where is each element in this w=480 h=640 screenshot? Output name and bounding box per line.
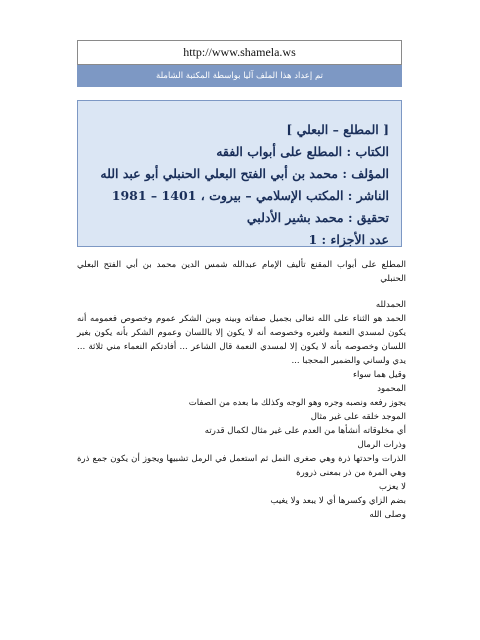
body-line: المحمود: [377, 384, 406, 394]
site-url: http://www.shamela.ws: [183, 45, 296, 59]
banner-text: تم إعداد هذا الملف آليا بواسطة المكتبة الشاملة: [156, 71, 323, 81]
book-parts: عدد الأجزاء : 1: [308, 232, 389, 247]
body-line: وصلى الله: [369, 510, 406, 520]
body-line: وذرات الرمال: [357, 440, 406, 450]
book-body: [77, 258, 406, 522]
body-line: أي مخلوقاته أنشأها من العدم على غير مثال لكمال قدرته: [204, 426, 406, 436]
body-line: يجوز رفعه ونصبه وجره وهو الوجه وكذلك ما بعده من الصفات: [188, 398, 406, 408]
body-line: الموجد خلقه على غير مثال: [310, 412, 406, 422]
body-line: بضم الزاي وكسرها أي لا يبعد ولا يغيب: [270, 496, 406, 506]
body-line: الذرات واحدتها ذرة وهي صغرى النمل ثم استعمل في الرمل تشبيها ويجوز أن يكون جمع ذرة وهي المرة من ذر بمعنى ذرورة: [77, 454, 406, 478]
book-editor: تحقيق : محمد بشير الأدلبي: [246, 210, 389, 225]
body-line: لا يعزب: [378, 482, 406, 492]
body-line: الحمدلله: [375, 300, 406, 310]
body-line: وقيل هما سواء: [352, 370, 406, 380]
book-short-title: [ المطلع – البعلي ]: [286, 122, 389, 137]
book-title: الكتاب : المطلع على أبواب الفقه: [216, 144, 389, 159]
url-box: [77, 40, 402, 65]
book-info-box: [77, 100, 402, 247]
intro-paragraph: المطلع على أبواب المقنع تأليف الإمام عبدالله شمس الدين محمد بن أبي الفتح البعلي الحنبلي: [77, 260, 406, 284]
generated-banner: [77, 65, 402, 87]
book-publisher: الناشر : المكتب الإسلامي – بيروت ، 1401 – 1981: [111, 188, 389, 203]
body-line: الحمد هو الثناء على الله تعالى بجميل صفاته وبينه وبين الشكر عموم وخصوص فعمومه أنه يكون لمسدي النعمة ولغيره وخصوصه أنه لا يكون إلا باللسان وعموم الشكر بأنه يكون بغير اللسان وخصوصه بأنه لا يكون إلا لمسدي النعمة قال الشاعر ... أفادتكم النعماء مني ثلاثة ... يدي ولساني والضمير المحجبا ...: [77, 314, 406, 366]
book-author: المؤلف : محمد بن أبي الفتح البعلي الحنبلي أبو عبد الله: [100, 166, 389, 181]
